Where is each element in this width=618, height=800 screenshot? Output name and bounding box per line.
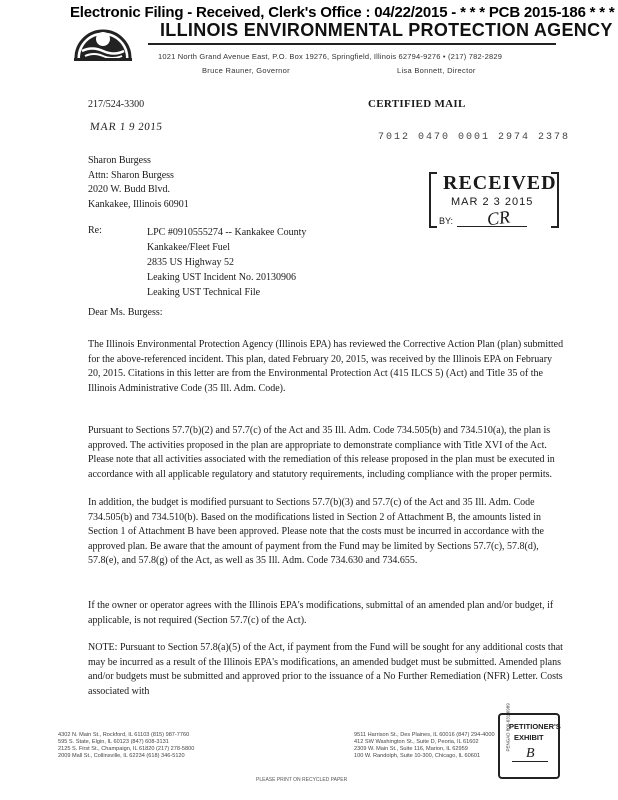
recycled-paper-note: PLEASE PRINT ON RECYCLED PAPER (256, 777, 348, 783)
received-date: MAR 2 3 2015 (451, 196, 534, 208)
footer-line: 2309 W. Main St., Suite 116, Marion, IL 62959 (354, 746, 468, 752)
re-line: 2835 US Highway 52 (147, 257, 234, 268)
re-line: Leaking UST Incident No. 20130906 (147, 272, 296, 283)
recipient-address (88, 154, 189, 212)
exhibit-line (512, 761, 548, 762)
recipient-line: Sharon Burgess (88, 155, 151, 166)
footer-offices-left (58, 732, 194, 760)
re-line: LPC #0910555274 -- Kankakee County (147, 227, 307, 238)
exhibit-title: PETITIONER'S (509, 722, 561, 731)
exhibit-label: EXHIBIT (514, 733, 544, 742)
certified-mail-label: CERTIFIED MAIL (368, 98, 466, 110)
re-block (147, 225, 306, 300)
paragraph-note: NOTE: Pursuant to Section 57.8(a)(5) of the Act, if payment from the Fund will be sought for any additional costs that may be incurred as a result of the Illinois EPA's modifications, an amended budget must be submitted. Amended plans and/or budgets must be submitted and approved prior to the issuance of a No Further Remediation (NFR) Letter. Costs associated with (88, 642, 563, 697)
exhibit-vendor-text: PENGAD 800-631-6989 (505, 703, 511, 752)
footer-line: 100 W. Randolph, Suite 10-300, Chicago, IL 60601 (354, 753, 481, 759)
received-initials: CR (485, 206, 512, 230)
letterhead-rule (148, 43, 556, 45)
recipient-line: Kankakee, Illinois 60901 (88, 198, 189, 210)
re-line: Kankakee/Fleet Fuel (147, 242, 231, 253)
footer-line: 595 S. State, Elgin, IL 60123 (847) 608-3131 (58, 739, 169, 745)
tracking-number: 7012 0470 0001 2974 2378 (378, 132, 571, 143)
paragraph-review: The Illinois Environmental Protection Agency (Illinois EPA) has reviewed the Corrective Action Plan (plan) submitted for the above-referenced incident. This plan, dated February 20, 2015, was received by the Illinois EPA on February 20, 2015. Citations in this letter are from the Environmental Protection Act (415 ILCS 5) (Act) and Title 35 of the Illinois Administrative Code (35 Ill. Adm. Code). (88, 339, 564, 394)
footer-line: 9511 Harrison St., Des Plaines, IL 60016 (847) 294-4000 (354, 732, 495, 738)
illinois-epa-logo-icon (72, 18, 134, 66)
recipient-line: 2020 W. Budd Blvd. (88, 184, 170, 195)
governor-name: Bruce Rauner, Governor (202, 66, 290, 75)
footer-offices-right (354, 732, 495, 760)
received-word: RECEIVED (443, 172, 557, 194)
footer-line: 412 SW Washington St., Suite D, Peoria, IL 61602 (354, 739, 479, 745)
stamp-bracket-left (429, 172, 437, 228)
agency-address: 1021 North Grand Avenue East, P.O. Box 19276, Springfield, Illinois 62794-9276 • (217) 782-2829 (158, 52, 503, 61)
footer-line: 4302 N. Main St., Rockford, IL 61103 (815) 987-7760 (58, 732, 190, 738)
recipient-line: Attn: Sharon Burgess (88, 169, 174, 181)
director-name: Lisa Bonnett, Director (397, 66, 476, 75)
handwritten-date: MAR 1 9 2015 (89, 121, 163, 133)
exhibit-mark: B (526, 746, 535, 761)
paragraph-budget-modified: In addition, the budget is modified pursuant to Sections 57.7(b)(3) and 57.7(c) of the Act and 35 Ill. Adm. Code 734.505(b) and 734.510(b). Based on the modifications listed in Section 2 of Attachment B, the amounts listed in Section 1 of Attachment B have been approved. Please note that the costs must be incurred in accordance with the approved plan. Be aware that the amount of payment from the Fund may be limited by Sections 57.7(c), 57.8(d), 57.8(e), and 57.8(g) of the Act, as well as 35 Ill. Adm. Code 734.630 and 734.655. (88, 497, 544, 567)
received-by-label: BY: (439, 216, 454, 226)
re-line: Leaking UST Technical File (147, 287, 261, 298)
officials-line (202, 66, 476, 75)
paragraph-owner-agreement: If the owner or operator agrees with the Illinois EPA's modifications, submittal of an amended plan and/or budget, if applicable, is not required (Section 57.7(c) of the Act). (88, 600, 554, 626)
petitioners-exhibit-sticker (498, 703, 561, 779)
electronic-filing-stamp: Electronic Filing - Received, Clerk's Office : 04/22/2015 - * * * PCB 2015-186 * * * (70, 4, 615, 21)
footer-line: 2125 S. First St., Champaign, IL 61820 (217) 278-5800 (58, 746, 195, 752)
agency-name: ILLINOIS ENVIRONMENTAL PROTECTION AGENCY (160, 20, 613, 40)
phone-number: 217/524-3300 (88, 99, 145, 110)
received-stamp (429, 172, 559, 232)
re-label: Re: (88, 225, 102, 236)
paragraph-plan-approved: Pursuant to Sections 57.7(b)(2) and 57.7(c) of the Act and 35 Ill. Adm. Code 734.505(b) and 734.510(a), the plan is approved. The activities proposed in the plan are appropriate to demonstrate compliance with Title XVI of the Act. Please note that all activities associated with the remediation of this release proposed in the plan must be executed in accordance with all applicable regulatory and statutory requirements, including compliance with the proper permits. (88, 425, 555, 480)
footer-line: 2009 Mall St., Collinsville, IL 62234 (618) 346-5120 (58, 753, 185, 759)
salutation: Dear Ms. Burgess: (88, 307, 163, 318)
